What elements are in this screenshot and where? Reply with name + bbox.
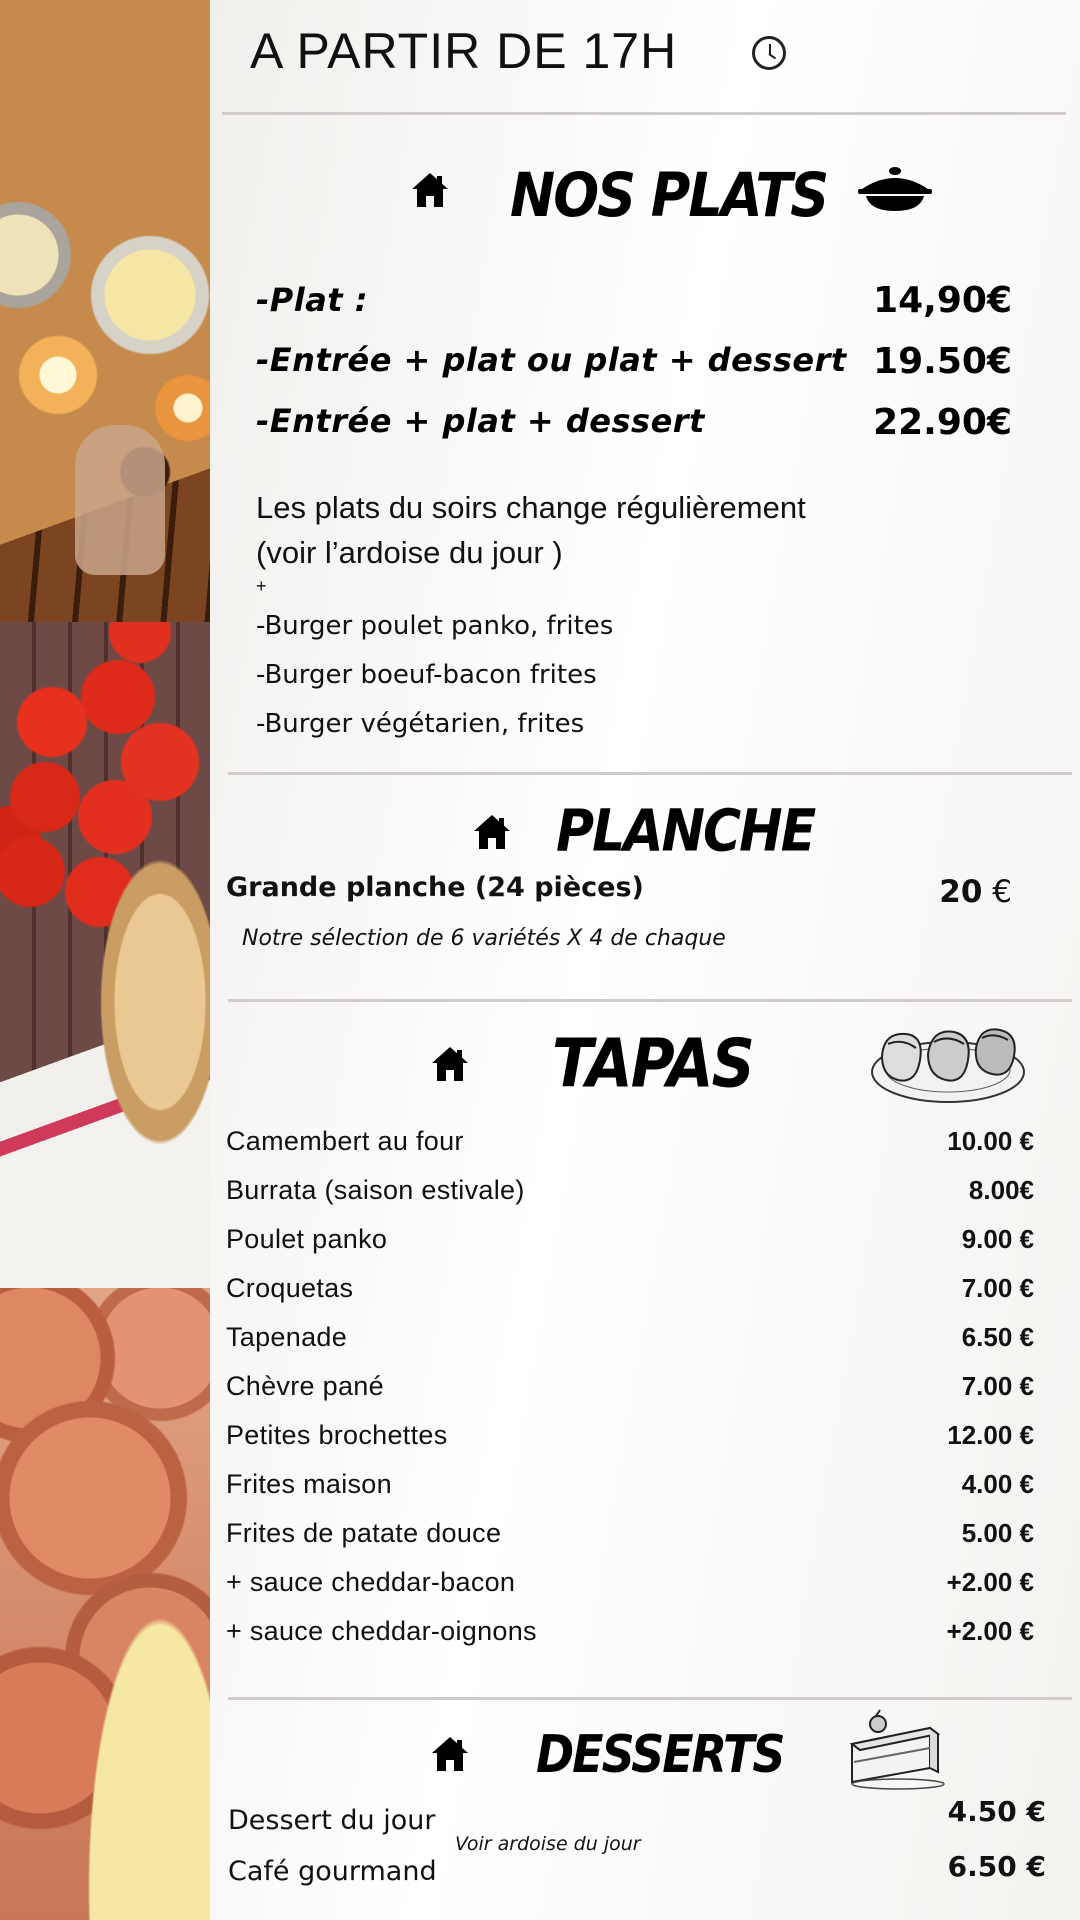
dessert-item-name: Dessert du jour <box>228 1805 436 1836</box>
section-heading-desserts: DESSERTS <box>536 1724 784 1785</box>
tapas-list <box>226 1123 1034 1662</box>
burger-item: -Burger poulet panko, frites <box>256 611 614 641</box>
tapas-item-name: Frites de patate douce <box>226 1518 502 1548</box>
cake-slice-icon <box>846 1710 946 1790</box>
dessert-note: Voir ardoise du jour <box>455 1833 641 1855</box>
tapas-item-name: Frites maison <box>226 1469 392 1499</box>
divider <box>228 999 1072 1002</box>
table-dinner-photo <box>0 0 210 622</box>
tapas-item <box>226 1613 1034 1662</box>
photo-strip <box>0 0 210 1920</box>
formule-price: 19.50€ <box>873 341 1012 382</box>
tapas-item <box>226 1172 1034 1221</box>
tapas-item <box>226 1368 1034 1417</box>
burger-item: -Burger végétarien, frites <box>256 709 585 739</box>
tapas-item-price: 8.00€ <box>968 1175 1034 1205</box>
house-icon <box>410 170 450 210</box>
tapas-item <box>226 1466 1034 1515</box>
plus-sign: + <box>256 576 267 596</box>
tapas-item-price: 5.00 € <box>961 1518 1034 1548</box>
formule-label: -Entrée + plat + dessert <box>256 402 705 440</box>
page-title: A PARTIR DE 17H <box>250 23 678 79</box>
tapas-item-price: +2.00 € <box>946 1616 1034 1646</box>
planche-price-value: 20 <box>939 874 983 910</box>
clock-icon <box>752 36 786 70</box>
tapas-item-name: Camembert au four <box>226 1126 464 1156</box>
tapas-item-price: 4.00 € <box>961 1469 1034 1499</box>
tapas-item <box>226 1123 1034 1172</box>
divider <box>228 1697 1072 1700</box>
section-heading-tapas: TAPAS <box>552 1025 753 1104</box>
tapas-item-price: 12.00 € <box>947 1420 1034 1450</box>
tapas-item-name: Burrata (saison estivale) <box>226 1175 525 1205</box>
house-icon <box>472 812 512 852</box>
formule-label: -Plat : <box>256 281 369 319</box>
tapas-item-price: 6.50 € <box>961 1322 1034 1352</box>
section-heading-plats: NOS PLATS <box>510 160 828 231</box>
house-icon <box>430 1734 470 1774</box>
tapas-item-price: 7.00 € <box>961 1371 1034 1401</box>
dessert-item-name: Café gourmand <box>228 1856 437 1887</box>
divider <box>228 772 1072 775</box>
cooking-pot-icon <box>858 165 932 213</box>
tapas-item <box>226 1515 1034 1564</box>
croquetas-photo <box>0 1288 210 1920</box>
burger-item: -Burger boeuf-bacon frites <box>256 660 597 690</box>
planche-price <box>939 874 1012 910</box>
tapas-item <box>226 1417 1034 1466</box>
planche-name: Grande planche (24 pièces) <box>226 872 644 903</box>
tapas-item-name: + sauce cheddar-oignons <box>226 1616 537 1646</box>
plats-intro: (voir l’ardoise du jour ) <box>256 535 563 570</box>
section-heading-planche: PLANCHE <box>556 798 815 866</box>
tapas-item-price: 10.00 € <box>947 1126 1034 1156</box>
tapas-item-name: Croquetas <box>226 1273 354 1303</box>
tapas-item-name: + sauce cheddar-bacon <box>226 1567 516 1597</box>
tapas-item-name: Petites brochettes <box>226 1420 448 1450</box>
house-icon <box>430 1044 470 1084</box>
tomatoes-photo <box>0 622 210 1288</box>
tapas-plate-icon <box>868 1014 1028 1110</box>
formule-price: 14,90€ <box>873 280 1012 321</box>
formule-label: -Entrée + plat ou plat + dessert <box>256 341 847 379</box>
tapas-item-price: 9.00 € <box>961 1224 1034 1254</box>
tapas-item-name: Chèvre pané <box>226 1371 384 1401</box>
tapas-item <box>226 1270 1034 1319</box>
planche-price-currency: € <box>982 874 1012 910</box>
tapas-item <box>226 1221 1034 1270</box>
plats-intro: Les plats du soirs change régulièrement <box>256 490 806 525</box>
tapas-item-price: +2.00 € <box>946 1567 1034 1597</box>
tapas-item <box>226 1319 1034 1368</box>
planche-note: Notre sélection de 6 variétés X 4 de chaque <box>242 926 726 951</box>
tapas-item-price: 7.00 € <box>961 1273 1034 1303</box>
dessert-item-price: 6.50 € <box>947 1850 1046 1883</box>
divider <box>222 112 1066 115</box>
tapas-item-name: Poulet panko <box>226 1224 388 1254</box>
tapas-item <box>226 1564 1034 1613</box>
tapas-item-name: Tapenade <box>226 1322 348 1352</box>
formule-price: 22.90€ <box>873 402 1012 443</box>
dessert-item-price: 4.50 € <box>947 1795 1046 1828</box>
